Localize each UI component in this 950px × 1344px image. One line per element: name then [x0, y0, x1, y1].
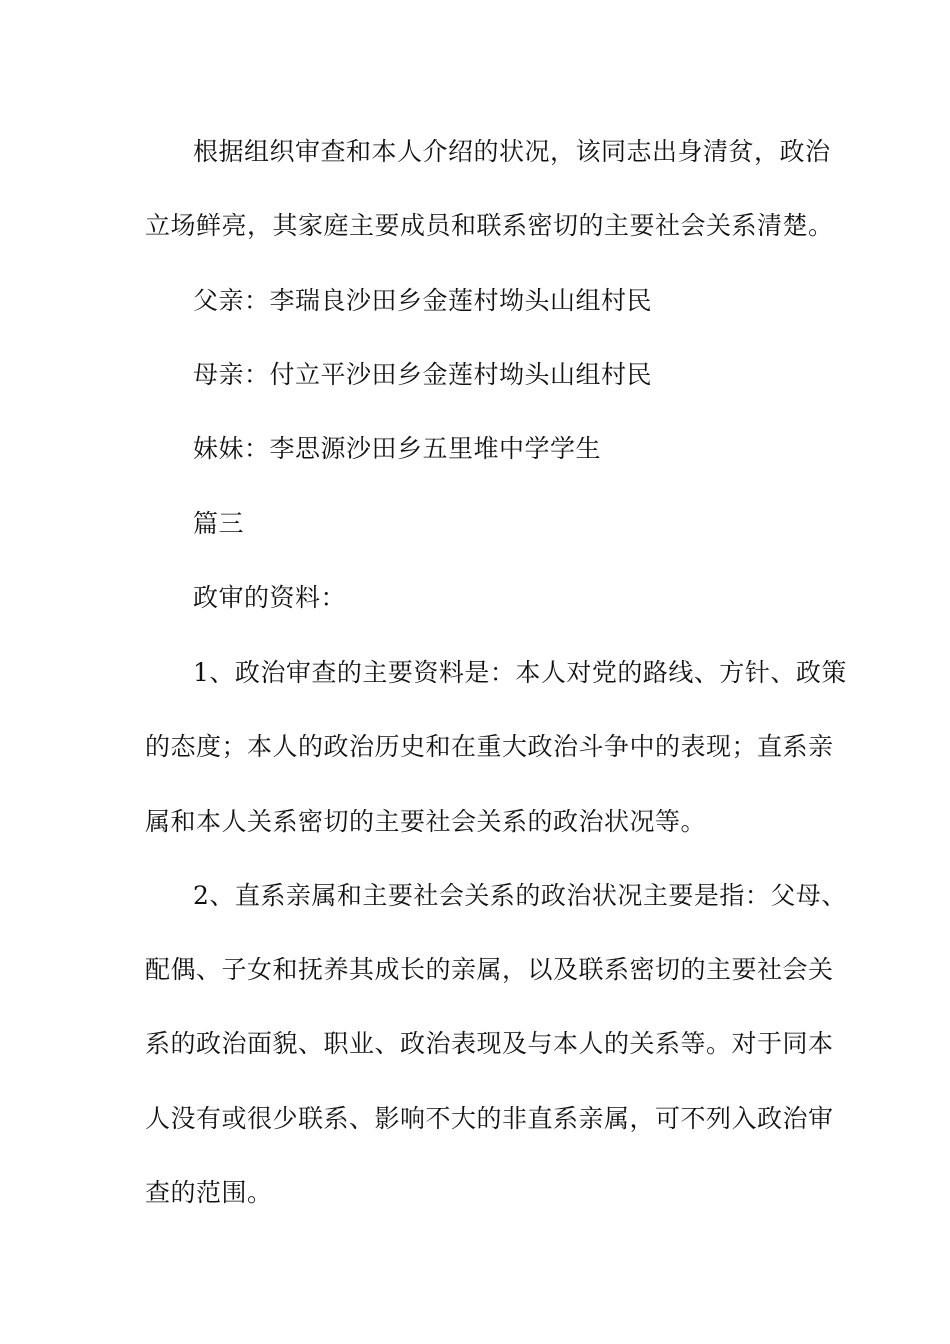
paragraph-line: 1、政治审查的主要资料是：本人对党的路线、方针、政策: [193, 658, 847, 687]
paragraph-line: 人没有或很少联系、影响不大的非直系亲属，可不列入政治审: [145, 1104, 834, 1133]
paragraph-line: 配偶、子女和抚养其成长的亲属，以及联系密切的主要社会关: [145, 955, 834, 984]
mother-line: 母亲：付立平沙田乡金莲村坳头山组村民: [193, 360, 653, 389]
paragraph-line: 属和本人关系密切的主要社会关系的政治状况等。: [145, 807, 707, 836]
father-line: 父亲：李瑞良沙田乡金莲村坳头山组村民: [193, 286, 653, 315]
sister-line: 妹妹：李思源沙田乡五里堆中学学生: [193, 434, 602, 463]
paragraph-line: 2、直系亲属和主要社会关系的政治状况主要是指：父母、: [193, 881, 847, 910]
section-heading: 篇三: [193, 509, 245, 538]
paragraph-line: 立场鲜亮，其家庭主要成员和联系密切的主要社会关系清楚。: [145, 211, 834, 240]
subheading: 政审的资料：: [193, 583, 347, 612]
paragraph-line: 查的范围。: [145, 1178, 273, 1207]
paragraph-line: 的态度；本人的政治历史和在重大政治斗争中的表现；直系亲: [145, 732, 834, 761]
paragraph-line: 根据组织审查和本人介绍的状况，该同志出身清贫，政治: [193, 137, 831, 166]
paragraph-line: 系的政治面貌、职业、政治表现及与本人的关系等。对于同本: [145, 1029, 834, 1058]
